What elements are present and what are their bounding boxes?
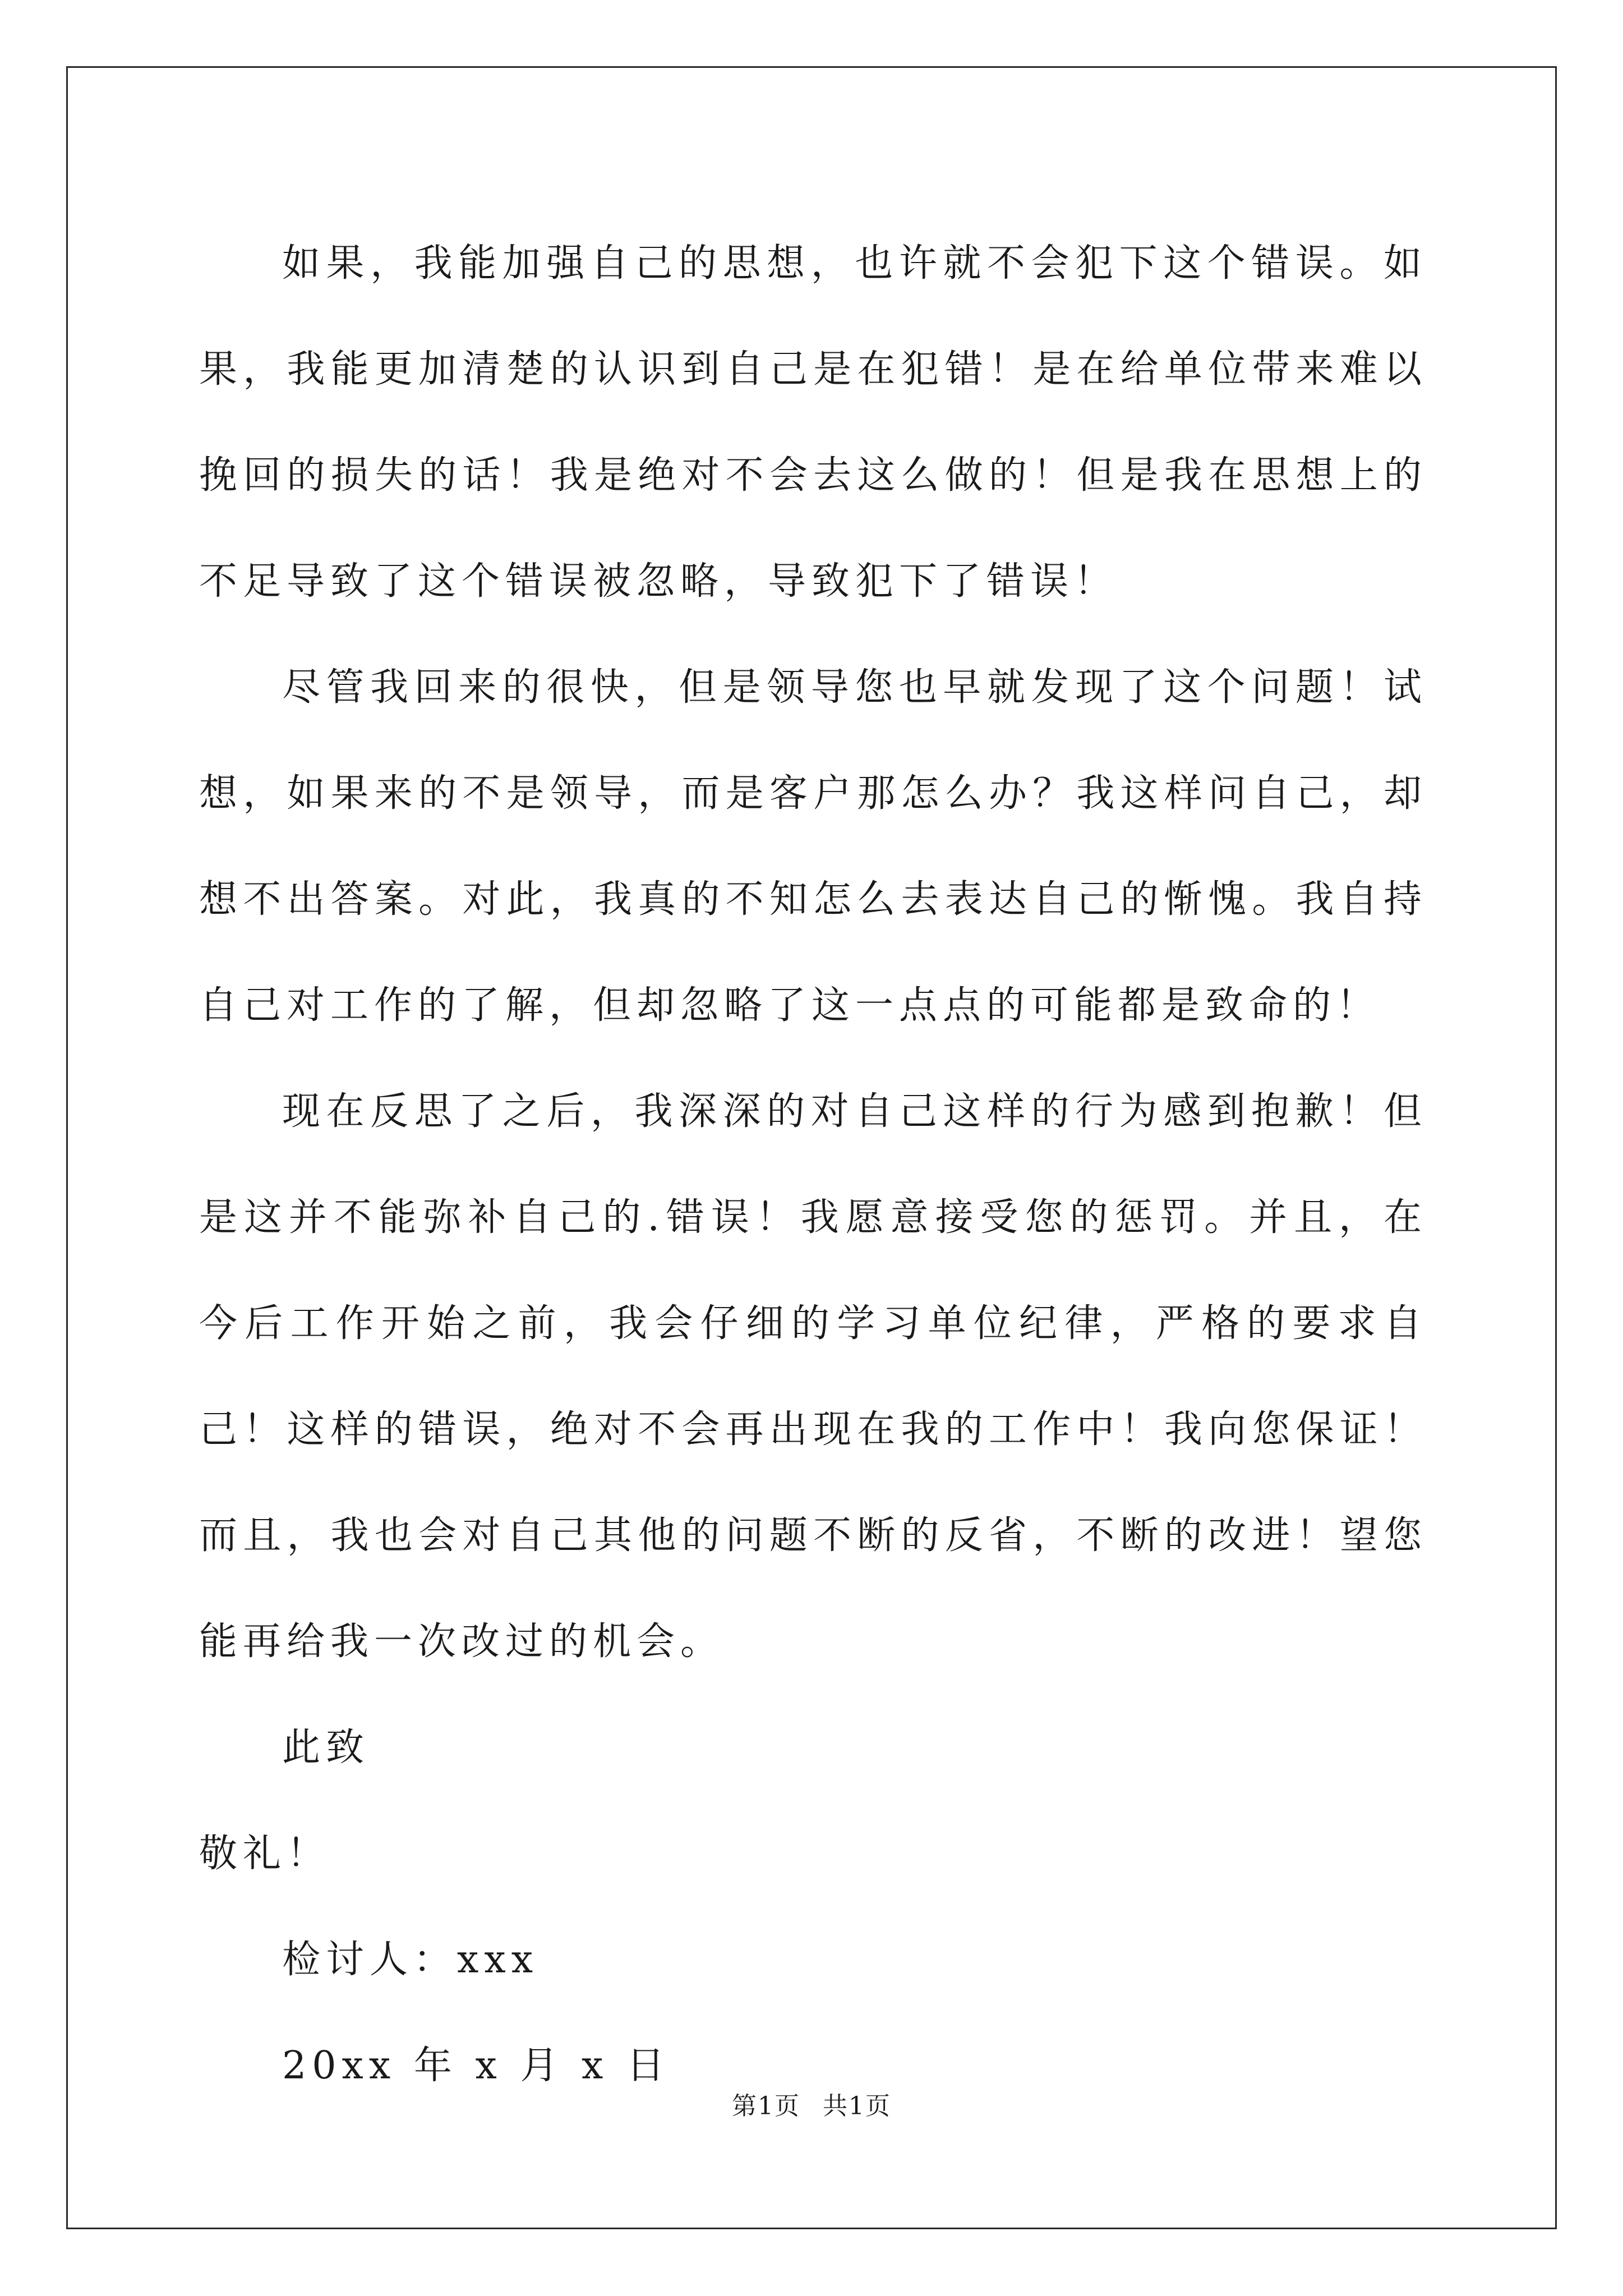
page-number-current: 第1页 [732, 2092, 800, 2120]
paragraph-2: 尽管我回来的很快，但是领导您也早就发现了这个问题！试想，如果来的不是领导，而是客户那怎么办？我这样问自己，却想不出答案。对此，我真的不知怎么去表达自己的惭愧。我自持自己对工作的了解，但却忽略了这一点点的可能都是致命的！ [199, 665, 1427, 1028]
paragraph-1: 如果，我能加强自己的思想，也许就不会犯下这个错误。如果，我能更加清楚的认识到自己是在犯错！是在给单位带来难以挽回的损失的话！我是绝对不会去这么做的！但是我在思想上的不足导致了这个错误被忽略，导致犯下了错误！ [199, 241, 1427, 604]
document-body [199, 210, 1427, 2119]
date-line: 20xx 年 x 月 x 日 [282, 2044, 671, 2088]
paragraph-3: 现在反思了之后，我深深的对自己这样的行为感到抱歉！但是这并不能弥补自己的.错误！我愿意接受您的惩罚。并且，在今后工作开始之前，我会仔细的学习单位纪律，严格的要求自己！这样的错误，绝对不会再出现在我的工作中！我向您保证！而且，我也会对自己其他的问题不断的反省，不断的改进！望您能再给我一次改过的机会。 [199, 1089, 1427, 1664]
signer-line: 检讨人：xxx [282, 1938, 539, 1982]
page-footer [0, 2086, 1623, 2122]
closing-line: 此致 [282, 1726, 370, 1770]
salutation-line: 敬礼！ [199, 1832, 331, 1876]
page-number-total: 共1页 [823, 2092, 891, 2120]
